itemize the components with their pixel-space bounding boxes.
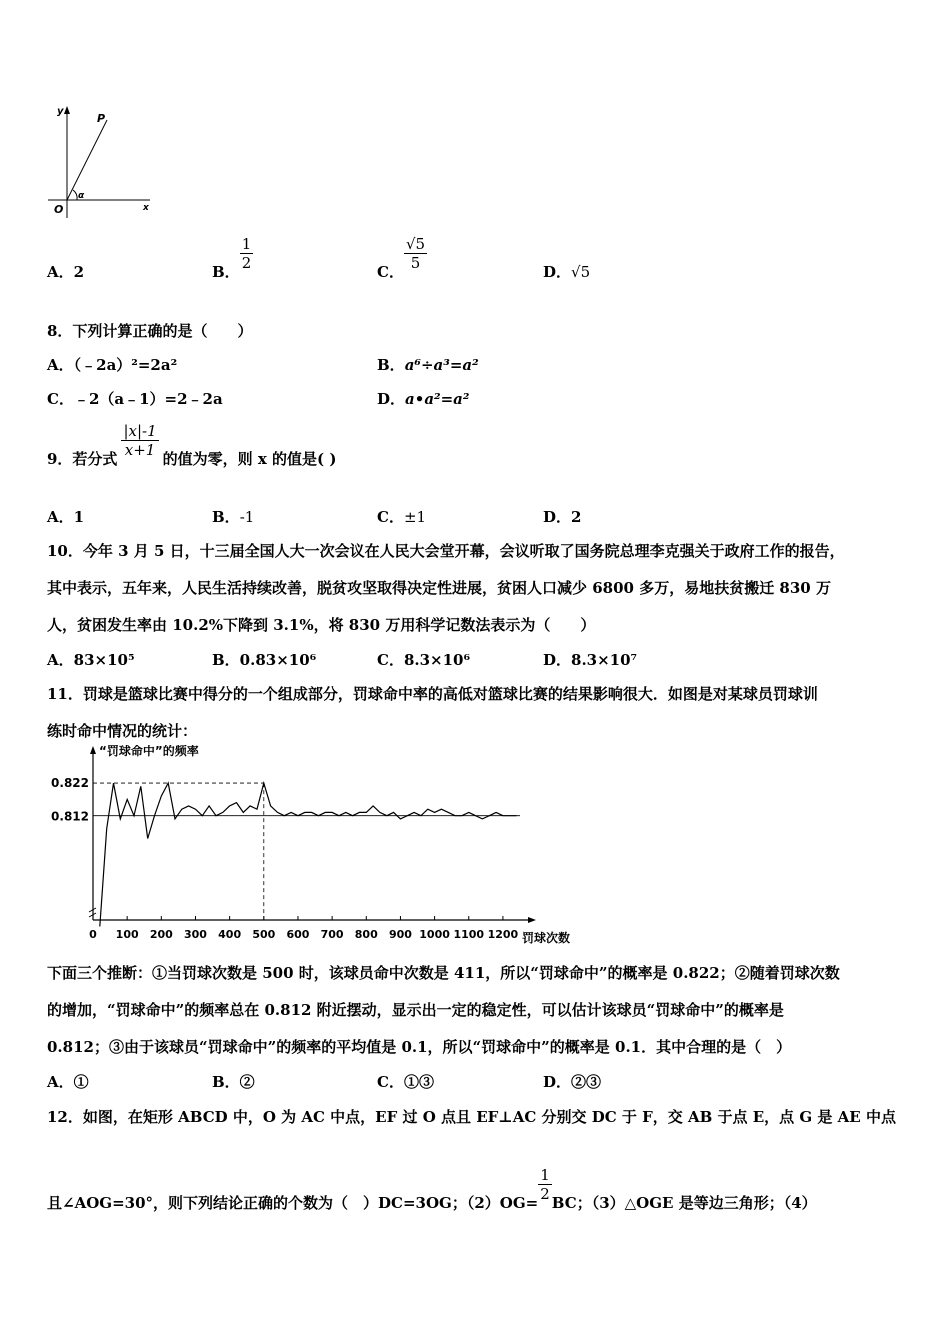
x-axis-title: 罚球次数 [522, 931, 571, 945]
q10-line-1: 10．今年 3 月 5 日，十三届全国人大一次会议在人民大会堂开幕，会议听取了国务院总理李克强关于政府工作的报告， [47, 542, 845, 560]
q10-option-b[interactable]: B．0.83×10⁶ [212, 651, 317, 669]
q9-option-d[interactable]: D．2 [543, 508, 582, 526]
q7-option-c[interactable]: C． $\frac{√5}{5}$ [377, 235, 426, 281]
frequency-series-line [100, 783, 517, 926]
q11-line-2: 练时命中情况的统计： [47, 722, 198, 740]
y-tick-label: 0.812 [51, 809, 89, 824]
x-tick-label: 500 [252, 928, 276, 941]
x-tick-label: 100 [115, 928, 139, 941]
free-throw-chart [40, 745, 600, 950]
x-tick-label: 900 [388, 928, 412, 941]
q11-option-b[interactable]: B．② [212, 1073, 255, 1091]
q8-stem: 8．下列计算正确的是（ ） [47, 322, 253, 340]
q11-option-a[interactable]: A．① [47, 1073, 89, 1091]
q9-stem: 9．若分式 $\frac{|x|-1}{x+1}$ 的值为零，则 x 的值是( ) [47, 422, 337, 468]
q11-body-2: 的增加，“罚球命中”的频率总在 0.812 附近摆动，显示出一定的稳定性，可以估计该球员“罚球命中”的概率是 [47, 1001, 784, 1019]
x-tick-label: 1100 [453, 928, 485, 941]
q11-line-1: 11．罚球是篮球比赛中得分的一个组成部分，罚球命中率的高低对篮球比赛的结果影响很大．如图是对某球员罚球训 [47, 685, 818, 703]
q10-option-d[interactable]: D．8.3×10⁷ [543, 651, 638, 669]
angle-arc [73, 190, 77, 200]
q9-option-c[interactable]: C．±1 [377, 508, 427, 526]
q9-option-b[interactable]: B．-1 [212, 508, 255, 526]
x-tick-label: 200 [149, 928, 173, 941]
q8-option-b[interactable]: B．a⁶÷a³=a² [377, 356, 479, 374]
x-tick-label: 600 [286, 928, 310, 941]
q11-body-1: 下面三个推断：①当罚球次数是 500 时，该球员命中次数是 411，所以“罚球命中”的概率是 0.822；②随着罚球次数 [47, 964, 840, 982]
y-axis-arrow [64, 106, 70, 114]
q11-option-d[interactable]: D．②③ [543, 1073, 602, 1091]
alpha-label: α [78, 191, 85, 201]
y-label: y [57, 106, 64, 117]
q10-option-c[interactable]: C．8.3×10⁶ [377, 651, 471, 669]
q10-option-a[interactable]: A．83×10⁵ [47, 651, 135, 669]
q10-line-2: 其中表示，五年来，人民生活持续改善，脱贫攻坚取得决定性进展，贫困人口减少 6800 多万，易地扶贫搬迁 830 万 [47, 579, 831, 597]
q10-line-3: 人，贫困发生率由 10.2%下降到 3.1%，将 830 万用科学记数法表示为（ ） [47, 616, 596, 634]
ray-op [67, 120, 107, 200]
x-tick-label: 0 [89, 928, 97, 941]
angle-figure [40, 100, 160, 222]
q7-option-d[interactable]: D．√5 [543, 263, 591, 281]
x-tick-label: 1000 [419, 928, 450, 941]
q8-option-a[interactable]: A．（﹣2a）²=2a² [47, 356, 178, 374]
y-tick-label: 0.822 [51, 776, 89, 791]
x-tick-label: 800 [354, 928, 378, 941]
p-label: P [97, 112, 106, 125]
origin-label: O [54, 203, 64, 216]
y-axis-arrow [90, 746, 96, 754]
x-tick-label: 300 [183, 928, 207, 941]
x-axis-arrow [528, 917, 536, 923]
x-label: x [143, 203, 149, 213]
x-tick-label: 1200 [487, 928, 519, 941]
x-tick-label: 700 [320, 928, 344, 941]
q9-option-a[interactable]: A．1 [47, 508, 85, 526]
q11-option-c[interactable]: C．①③ [377, 1073, 434, 1091]
q12-line-2: 且∠AOG=30°，则下列结论正确的个数为（ ）DC=3OG；（2）OG= $\frac{1}{2}$ BC；（3）△OGE 是等边三角形；（4） [47, 1166, 817, 1212]
y-axis-title: “罚球命中”的频率 [99, 745, 199, 758]
q7-option-b[interactable]: B． $\frac{1}{2}$ [212, 235, 252, 281]
q7-option-a[interactable]: A．2 [47, 263, 85, 281]
q11-body-3: 0.812；③由于该球员“罚球命中”的频率的平均值是 0.1，所以“罚球命中”的概率是 0.1．其中合理的是（ ） [47, 1038, 792, 1056]
q8-option-d[interactable]: D．a•a²=a² [377, 390, 470, 408]
q8-option-c[interactable]: C．﹣2（a﹣1）=2﹣2a [47, 390, 223, 408]
q12-line-1: 12．如图，在矩形 ABCD 中，O 为 AC 中点，EF 过 O 点且 EF⊥AC 分别交 DC 于 F，交 AB 于点 E，点 G 是 AE 中点 [47, 1108, 896, 1126]
x-tick-label: 400 [218, 928, 242, 941]
